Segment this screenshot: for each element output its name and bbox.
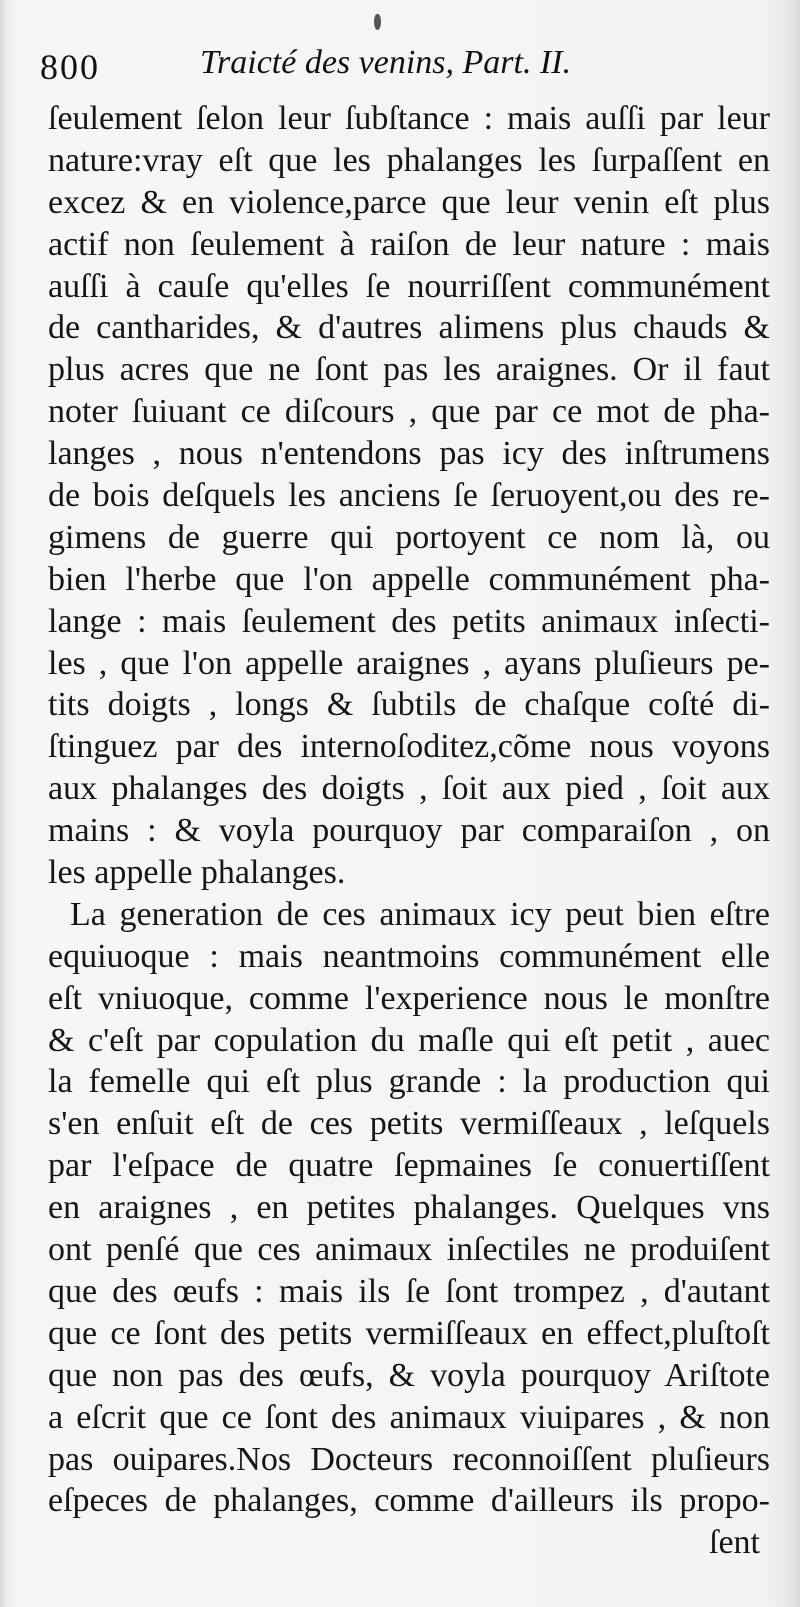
text-line: pas ouipares.Nos Docteurs reconnoiſſent pluſieurs (48, 1440, 770, 1478)
text-line: & c'eſt par copulation du maſle qui eſt petit , auec (48, 1021, 770, 1059)
text-line: eſpeces de phalanges, comme d'ailleurs ils propo- (48, 1482, 770, 1520)
paragraph-start-line: La generation de ces animaux icy peut bien eſtre (70, 895, 770, 933)
text-line: lange : mais ſeulement des petits animaux inſecti- (48, 602, 770, 640)
text-line: que ce ſont des petits vermiſſeaux en effect,pluſtoſt (48, 1314, 770, 1352)
text-line: la femelle qui eſt plus grande : la production qui (48, 1063, 770, 1101)
running-head (40, 44, 600, 90)
body-text (48, 98, 770, 1564)
text-line: par l'eſpace de quatre ſepmaines ſe conuertiſſent (48, 1147, 770, 1185)
text-line: gimens de guerre qui portoyent ce nom là, ou (48, 518, 770, 556)
text-line: ſtinguez par des internoſoditez,cõme nous voyons (48, 728, 770, 766)
text-line: equiuoque : mais neantmoins communément elle (48, 937, 770, 975)
text-line: ſeulement ſelon leur ſubſtance : mais auſſi par leur (48, 100, 770, 137)
ink-speck (374, 14, 381, 30)
text-line: plus acres que ne ſont pas les araignes. Or il faut (48, 351, 770, 389)
text-line: mains : & voyla pourquoy par comparaiſon , on (48, 812, 770, 850)
running-title: Traicté des venins, Part. II. (200, 44, 572, 81)
text-line: en araignes , en petites phalanges. Quelques vns (48, 1189, 770, 1227)
text-line: a eſcrit que ce ſont des animaux viuipares , & non (48, 1398, 770, 1436)
text-line: ont penſé que ces animaux inſectiles ne produiſent (48, 1231, 770, 1269)
text-line: les , que l'on appelle araignes , ayans pluſieurs pe- (48, 644, 770, 682)
text-line: de bois deſquels les anciens ſe ſeruoyent,ou des re- (48, 477, 770, 515)
catchword: ſent (709, 1524, 760, 1562)
text-line: de cantharides, & d'autres alimens plus chauds & (48, 309, 770, 347)
text-line: aux phalanges des doigts , ſoit aux pied , ſoit aux (48, 770, 770, 808)
text-line: eſt vniuoque, comme l'experience nous le monſtre (48, 979, 770, 1017)
text-line: langes , nous n'entendons pas icy des inſtrumens (48, 435, 770, 473)
text-line: actif non ſeulement à raiſon de leur nature : mais (48, 225, 770, 263)
text-line: auſſi à cauſe qu'elles ſe nourriſſent communément (48, 267, 770, 305)
paragraph-end-line: les appelle phalanges. (48, 854, 346, 892)
text-line: tits doigts , longs & ſubtils de chaſque coſté di- (48, 686, 770, 724)
text-line: noter ſuiuant ce diſcours , que par ce mot de pha- (48, 393, 770, 431)
text-line: que non pas des œufs, & voyla pourquoy Ariſtote (48, 1356, 770, 1394)
text-line: excez & en violence,parce que leur venin eſt plus (48, 183, 770, 221)
text-line: s'en enſuit eſt de ces petits vermiſſeaux , leſquels (48, 1105, 770, 1143)
text-line: que des œufs : mais ils ſe ſont trompez , d'autant (48, 1272, 770, 1310)
text-line: nature:vray eſt que les phalanges les ſurpaſſent en (48, 141, 770, 179)
text-line: bien l'herbe que l'on appelle communément pha- (48, 560, 770, 598)
page-number: 800 (40, 47, 100, 87)
